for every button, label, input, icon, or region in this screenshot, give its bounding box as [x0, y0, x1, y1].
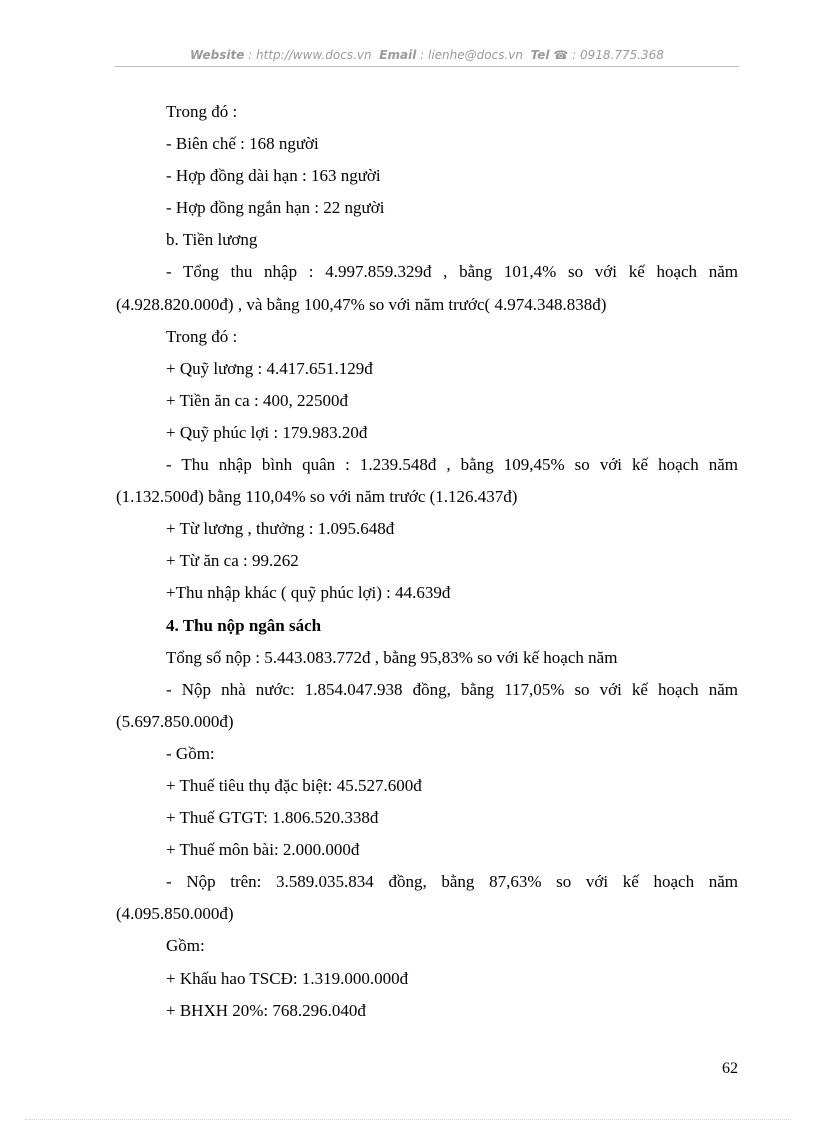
- tel-value: ☎ : 0918.775.368: [553, 48, 664, 62]
- paragraph: - Nộp trên: 3.589.035.834 đồng, bằng 87,63% so với kế hoạch năm (4.095.850.000đ): [116, 872, 738, 924]
- website-value: : http://www.docs.vn: [248, 48, 372, 62]
- text-line: + BHXH 20%: 768.296.040đ: [166, 1000, 366, 1020]
- website-label: Website: [190, 48, 245, 62]
- text-line: + Thuế GTGT: 1.806.520.338đ: [166, 808, 379, 828]
- text-line: + Từ ăn ca : 99.262: [166, 551, 299, 571]
- text-line: Gồm:: [166, 936, 205, 956]
- text-line: + Quỹ lương : 4.417.651.129đ: [166, 358, 373, 378]
- document-body: [116, 96, 738, 1027]
- paragraph: - Thu nhập bình quân : 1.239.548đ , bằng 109,45% so với kế hoạch năm (1.132.500đ) bằng 110,04% so với năm trước (1.126.437đ): [116, 455, 738, 507]
- text-line: - Hợp đồng dài hạn : 163 người: [166, 166, 381, 186]
- text-line: + Khấu hao TSCĐ: 1.319.000.000đ: [166, 968, 409, 988]
- paragraph: - Tổng thu nhập : 4.997.859.329đ , bằng 101,4% so với kế hoạch năm (4.928.820.000đ) , và bằng 100,47% so với năm trước( 4.974.348.838đ): [116, 262, 738, 314]
- text-line: + Thuế tiêu thụ đặc biệt: 45.527.600đ: [166, 775, 422, 795]
- text-line: - Gồm:: [166, 743, 215, 763]
- page-bottom-divider: [25, 1119, 791, 1120]
- paragraph: - Nộp nhà nước: 1.854.047.938 đồng, bằng 117,05% so với kế hoạch năm (5.697.850.000đ): [116, 679, 738, 731]
- text-line: + Tiền ăn ca : 400, 22500đ: [166, 390, 348, 410]
- text-line: - Hợp đồng ngắn hạn : 22 người: [166, 198, 385, 218]
- text-line: + Từ lương , thưởng : 1.095.648đ: [166, 519, 395, 539]
- text-line: +Thu nhập khác ( quỹ phúc lợi) : 44.639đ: [166, 583, 451, 603]
- page-header: [115, 48, 739, 62]
- header-divider: [115, 66, 739, 67]
- email-value: : lienhe@docs.vn: [420, 48, 523, 62]
- section-heading: 4. Thu nộp ngân sách: [166, 615, 322, 635]
- text-line: - Biên chế : 168 người: [166, 134, 319, 154]
- text-line: + Thuế môn bài: 2.000.000đ: [166, 840, 360, 860]
- page-number: 62: [722, 1060, 738, 1077]
- text-line: + Quỹ phúc lợi : 179.983.20đ: [166, 422, 368, 442]
- tel-label: Tel: [530, 48, 550, 62]
- text-line: Trong đó :: [166, 326, 238, 346]
- text-line: Tổng số nộp : 5.443.083.772đ , bằng 95,83% so với kế hoạch năm: [166, 647, 618, 667]
- email-label: Email: [379, 48, 417, 62]
- text-line: Trong đó :: [166, 102, 238, 121]
- section-heading: b. Tiền lương: [166, 230, 258, 250]
